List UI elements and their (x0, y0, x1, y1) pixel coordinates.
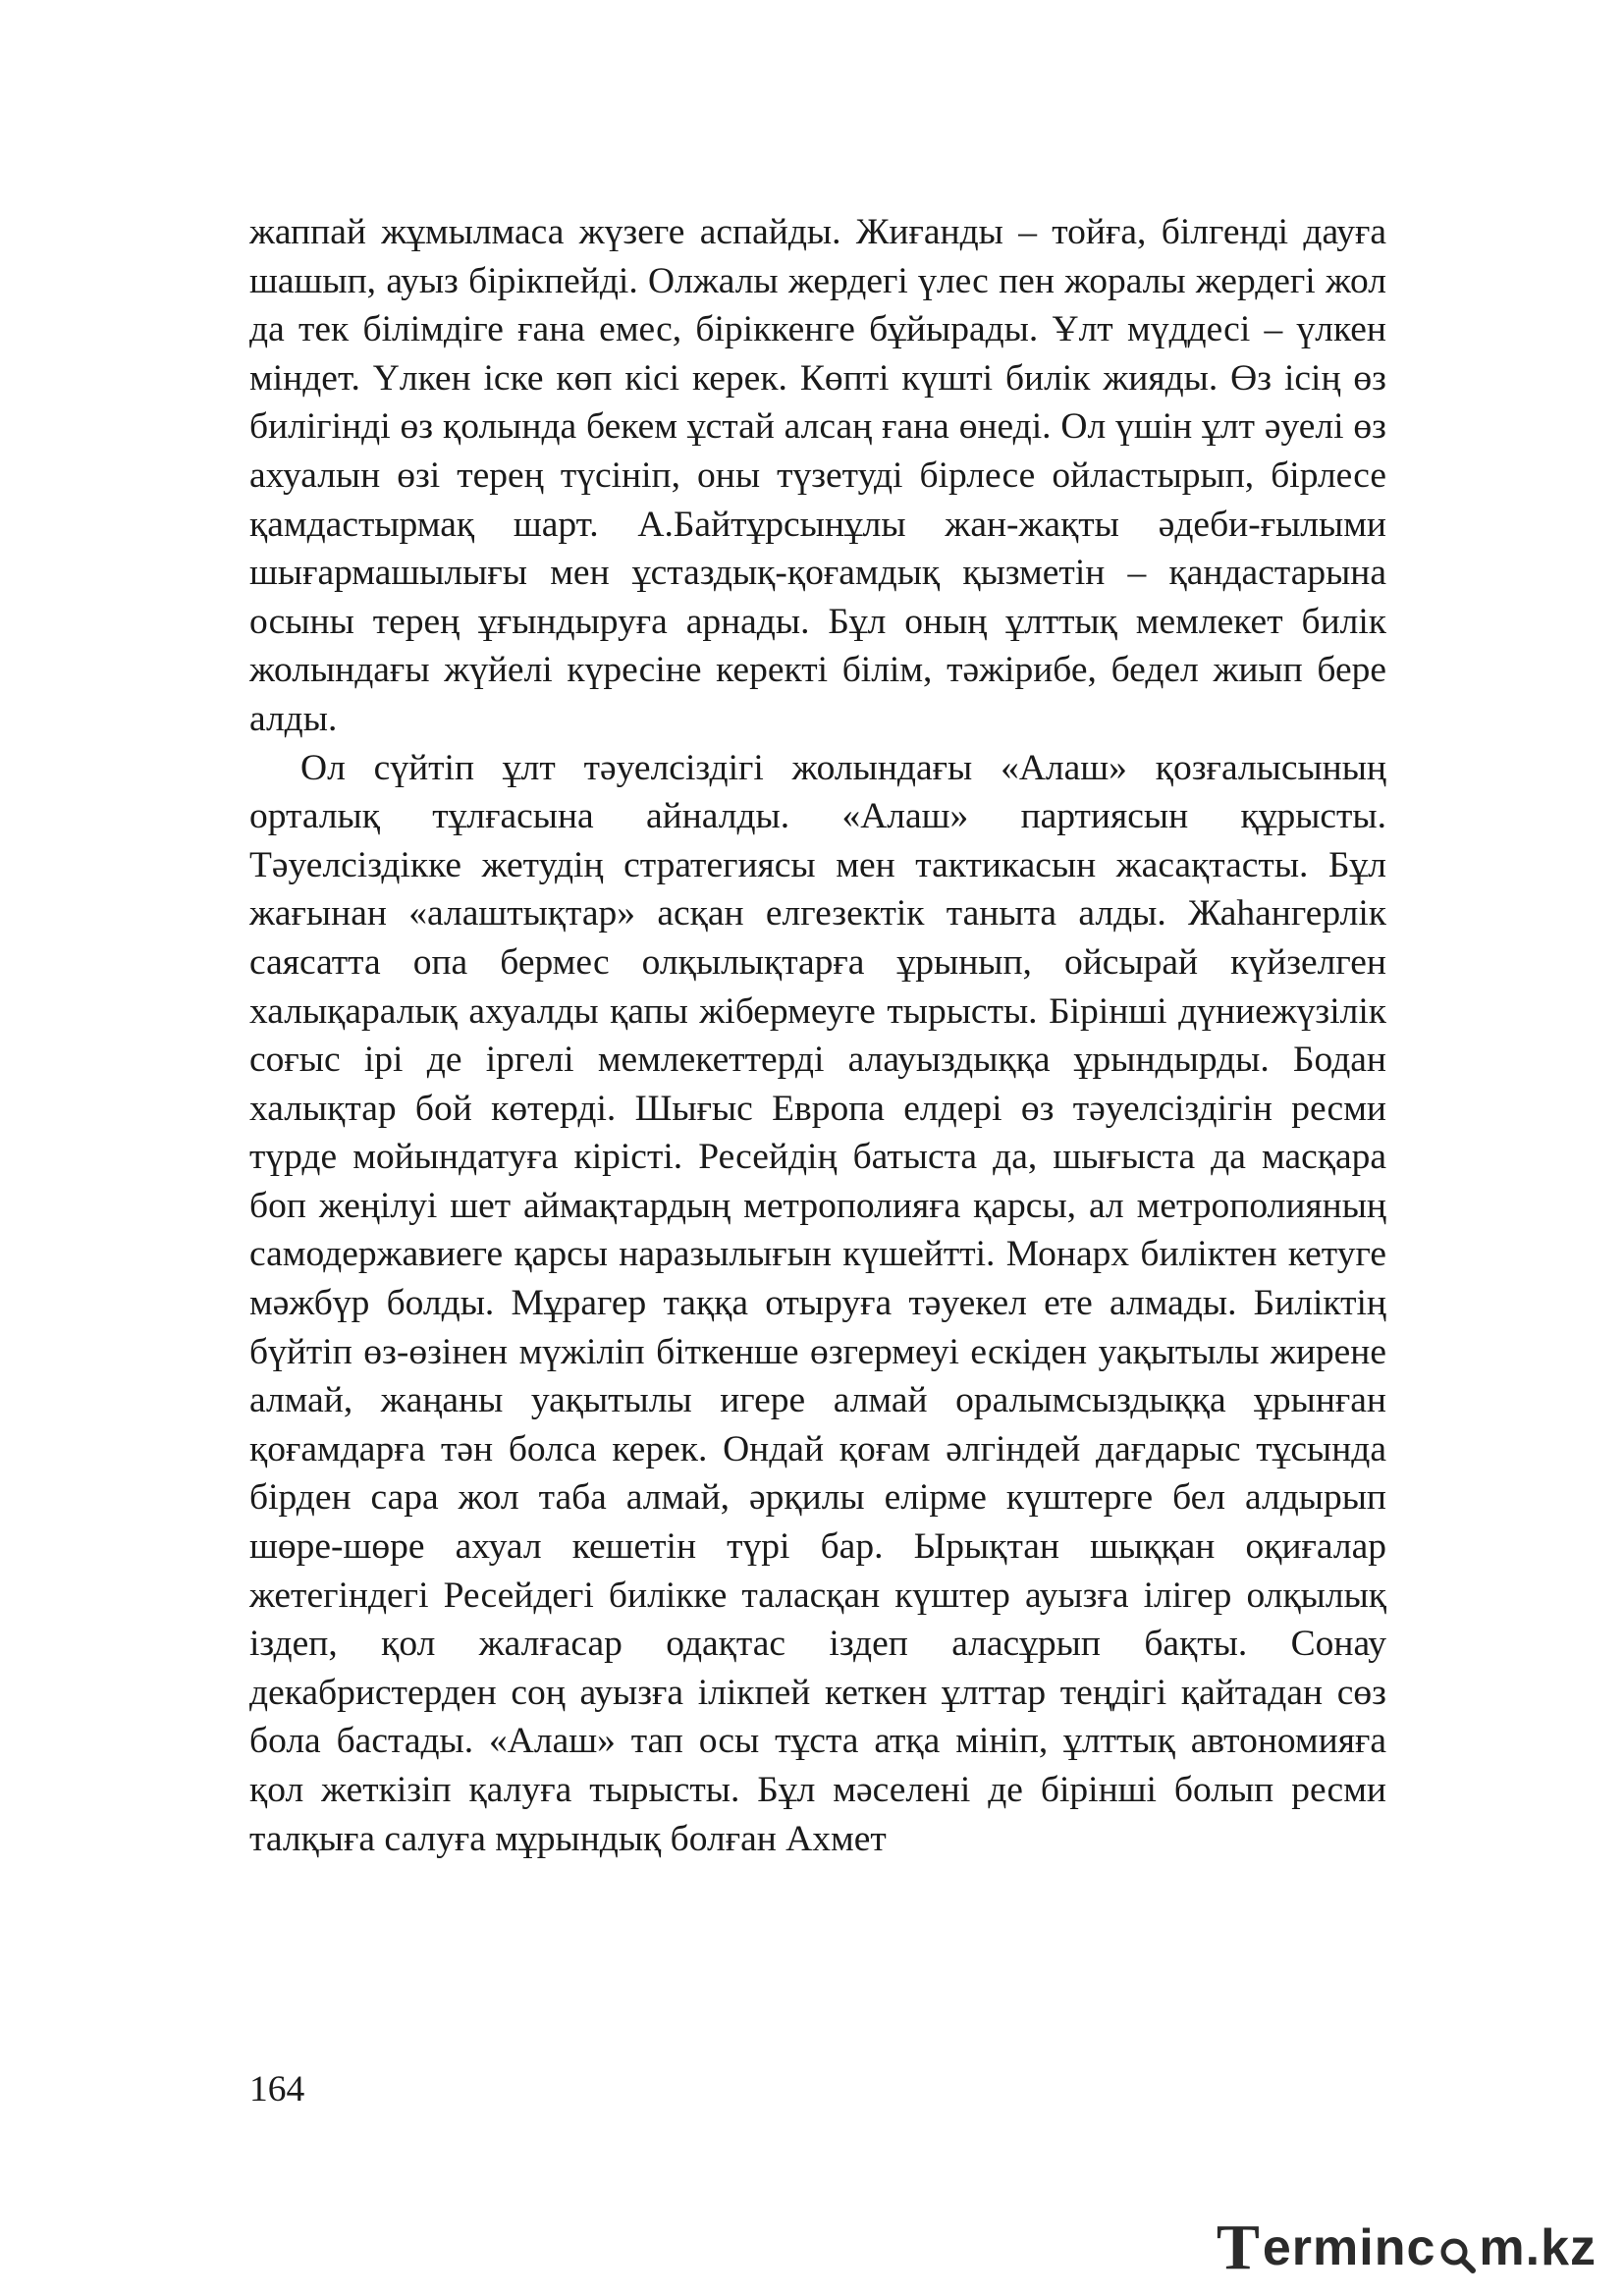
paragraph: жаппай жұмылмаса жүзеге аспайды. Жиғанды – тойға, білгенді дауға шашып, ауыз бірікпейді. Олжалы жердегі үлес пен жоралы жердегі жол да тек білімдіге ғана емес, біріккенге бұйырады. Ұлт мүддесі – үлкен міндет. Үлкен іске көп кісі керек. Көпті күшті билік жияды. Өз ісің өз билігінді өз қолында бекем ұстай алсаң ғана өнеді. Ол үшін ұлт әуелі өз ахуалын өзі терең түсініп, оны түзетуді бірлесе ойластырып, бірлесе қамдастырмақ шарт. А.Байтұрсынұлы жан-жақты әдеби-ғылыми шығармашылығы мен ұстаздық-қоғамдық қызметін – қандастарына осыны терең ұғындыруға арнады. Бұл оның ұлттық мемлекет билік жолындағы жүйелі күресіне керекті білім, тәжірибе, бедел жиып бере алды. (249, 212, 1386, 739)
page-number: 164 (249, 2069, 305, 2109)
body-text (249, 208, 1386, 1863)
logo-text-end: m.kz (1479, 2219, 1597, 2276)
termincom-logo (1217, 2214, 1597, 2282)
paragraph: Ол сүйтіп ұлт тәуелсіздігі жолындағы «Алаш» қозғалысының орталық тұлғасына айналды. «Алаш» партиясын құрысты. Тәуелсіздікке жетудің стратегиясы мен тактикасын жасақтасты. Бұл жағынан «алаштықтар» асқан елгезектік таныта алды. Жаһангерлік саясатта опа бермес олқылықтарға ұрынып, ойсырай күйзелген халықаралық ахуалды қапы жібермеуге тырысты. Бірінші дүниежүзілік соғыс ірі де іргелі мемлекеттерді алауыздыққа ұрындырды. Бодан халықтар бой көтерді. Шығыс Европа елдері өз тәуелсіздігін ресми түрде мойындатуға кірісті. Ресейдің батыста да, шығыста да масқара боп жеңілуі шет аймақтардың метрополияға қарсы, ал метрополияның самодержавиеге қарсы наразылығын күшейтті. Монарх биліктен кетуге мәжбүр болды. Мұрагер таққа отыруға тәуекел ете алмады. Биліктің бүйтіп өз-өзінен мүжіліп біткенше өзгермеуі ескіден уақытылы жирене алмай, жаңаны уақытылы игере алмай оралымсыздыққа ұрынған қоғамдарға тән болса керек. Ондай қоғам әлгіндей дағдарыс тұсында бірден сара жол таба алмай, әрқилы елірме күштерге бел алдырып шөре-шөре ахуал кешетін түрі бар. Ырықтан шыққан оқиғалар жетегіндегі Ресейдегі билікке таласқан күштер ауызға ілігер олқылық іздеп, қол жалғасар одақтас іздеп аласұрып бақты. Сонау декабристерден соң ауызға ілікпей кеткен ұлттар теңдігі қайтадан сөз бола бастады. «Алаш» тап осы тұста атқа мініп, ұлттық автономияға қол жеткізіп қалуға тырысты. Бұл мәселені де бірінші болып ресми талқыға салуға мұрындық болған Ахмет (249, 747, 1386, 1859)
logo-letter-t: T (1216, 2212, 1261, 2283)
magnifier-icon (1437, 2228, 1477, 2268)
logo-text-start: erminc (1262, 2219, 1436, 2276)
